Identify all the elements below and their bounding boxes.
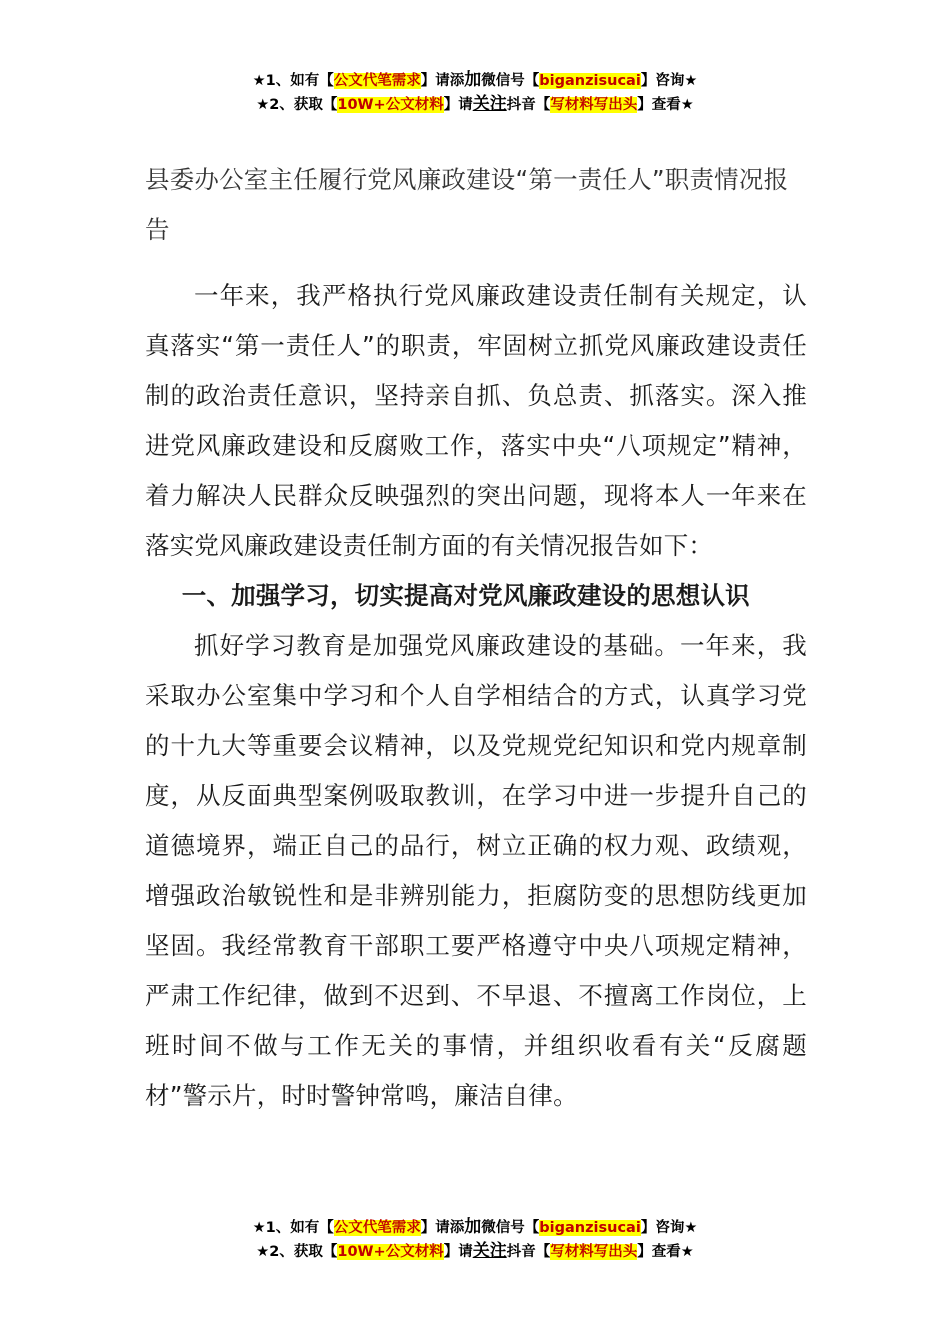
promo-wechat-id: biganzisucai: [539, 73, 641, 89]
promo-text: 】请: [443, 1244, 473, 1260]
promo-text: 】查看★: [637, 1244, 694, 1260]
promo-text: 】查看★: [637, 97, 694, 113]
promo-text: 】请: [443, 97, 473, 113]
promo-text: 抖音【: [506, 1244, 551, 1260]
section-heading: 一、加强学习，切实提高对党风廉政建设的思想认识: [181, 581, 750, 610]
promo-highlight: 10W+公文材料: [337, 97, 444, 113]
document-title-block: [145, 155, 807, 255]
promo-banner-bottom: [0, 1216, 950, 1264]
promo-text-underlined: 关注: [472, 94, 507, 114]
intro-paragraph: 一年来，我严格执行党风廉政建设责任制有关规定，认真落实“第一责任人”的职责，牢固树立抓党风廉政建设责任制的政治责任意识，坚持亲自抓、负总责、抓落实。深入推进党风廉政建设和反腐败工作，落实中央“八项规定”精神，着力解决人民群众反映强烈的突出问题，现将本人一年来在落实党风廉政建设责任制方面的有关情况报告如下：: [145, 281, 807, 560]
promo-line-2: [0, 1240, 950, 1264]
promo-text-underlined: 关注: [472, 1241, 507, 1261]
promo-text: ★1、如有【: [252, 73, 334, 89]
section-paragraph: 抓好学习教育是加强党风廉政建设的基础。一年来，我采取办公室集中学习和个人自学相结合的方式，认真学习党的十九大等重要会议精神，以及党规党纪知识和党内规章制度，从反面典型案例吸取教训，在学习中进一步提升自己的道德境界，端正自己的品行，树立正确的权力观、政绩观，增强政治敏锐性和是非辨别能力，拒腐防变的思想防线更加坚固。我经常教育干部职工要严格遵守中央八项规定精神，严肃工作纪律，做到不迟到、不早退、不擅离工作岗位，上班时间不做与工作无关的事情，并组织收看有关“反腐题材”警示片，时时警钟常鸣，廉洁自律。: [145, 631, 807, 1110]
promo-highlight: 10W+公文材料: [337, 1244, 444, 1260]
promo-text: ★2、获取【: [256, 1244, 338, 1260]
promo-douyin-id: 写材料写出头: [550, 1244, 638, 1260]
promo-text: ★2、获取【: [256, 97, 338, 113]
promo-highlight: 公文代笔需求: [333, 1220, 421, 1236]
promo-text: ★1、如有【: [252, 1220, 334, 1236]
promo-text: 】咨询★: [640, 1220, 698, 1236]
document-title: 县委办公室主任履行党风廉政建设“第一责任人”职责情况报告: [145, 165, 789, 244]
promo-line-2: [0, 93, 950, 117]
promo-text: 】咨询★: [640, 73, 698, 89]
promo-text: 】请添: [420, 73, 465, 89]
promo-text-large: 加: [464, 70, 482, 90]
promo-text: 抖音【: [506, 97, 551, 113]
promo-banner-top: [0, 69, 950, 117]
document-body: [145, 271, 807, 1121]
promo-douyin-id: 写材料写出头: [550, 97, 638, 113]
promo-text: 微信号【: [481, 73, 540, 89]
promo-line-1: [0, 69, 950, 93]
promo-text: 】请添: [420, 1220, 465, 1236]
promo-text-large: 加: [464, 1217, 482, 1237]
promo-highlight: 公文代笔需求: [333, 73, 421, 89]
promo-wechat-id: biganzisucai: [539, 1220, 641, 1236]
promo-line-1: [0, 1216, 950, 1240]
promo-text: 微信号【: [481, 1220, 540, 1236]
